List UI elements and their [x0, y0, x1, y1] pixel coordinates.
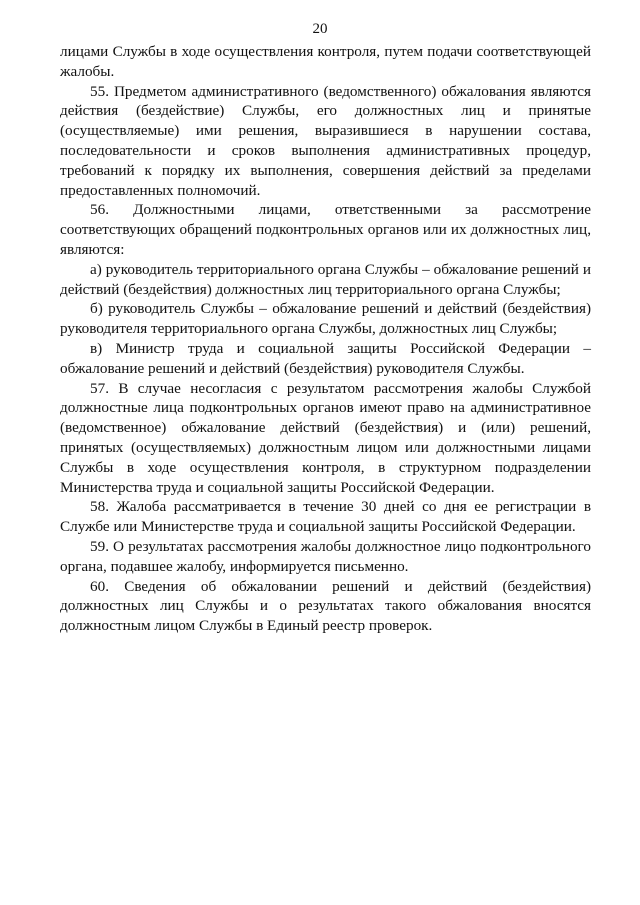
paragraph-58: 58. Жалоба рассматривается в течение 30 дней со дня ее регистрации в Службе или Министерстве труда и социальной защиты Российской Федерации. — [60, 498, 591, 536]
paragraph-56-v: в) Министр труда и социальной защиты Российской Федерации – обжалование решений и действий (бездействия) руководителя Службы. — [60, 339, 591, 377]
paragraph-56: 56. Должностными лицами, ответственными за рассмотрение соответствующих обращений подконтрольных органов или их должностных лиц, являются: — [60, 201, 591, 258]
document-body — [60, 42, 591, 636]
paragraph-59: 59. О результатах рассмотрения жалобы должностное лицо подконтрольного органа, подавшее жалобу, информируется письменно. — [60, 537, 591, 575]
paragraph-60: 60. Сведения об обжаловании решений и действий (бездействия) должностных лиц Службы и о результатах такого обжалования вносятся должностным лицом Службы в Единый реестр проверок. — [60, 577, 591, 635]
paragraph-continuation: лицами Службы в ходе осуществления контроля, путем подачи соответствующей жалобы. — [60, 43, 591, 80]
page-number: 20 — [312, 21, 328, 37]
paragraph-56-a: а) руководитель территориального органа Службы – обжалование решений и действий (бездействия) должностных лиц территориального органа Службы; — [60, 260, 591, 298]
paragraph-57: 57. В случае несогласия с результатом рассмотрения жалобы Службой должностные лица подконтрольных органов имеют право на административное (ведомственное) обжалование действий (бездействия) и (или) решений, принятых (осуществляемых) должностным лицом или должностными лицами Службы в ходе осуществления контроля, в структурном подразделении Министерства труда и социальной защиты Российской Федерации. — [60, 379, 591, 496]
paragraph-56-b: б) руководитель Службы – обжалование решений и действий (бездействия) руководителя территориального органа Службы, должностных лиц Службы; — [60, 300, 591, 338]
paragraph-55: 55. Предметом административного (ведомственного) обжалования являются действия (бездействие) Службы, его должностных лиц и принятые (осуществляемые) ими решения, выразившиеся в нарушении состава, последовательности и сроков выполнения административных процедур, требований к порядку их выполнения, совершения действий за пределами предоставленных полномочий. — [60, 82, 591, 199]
